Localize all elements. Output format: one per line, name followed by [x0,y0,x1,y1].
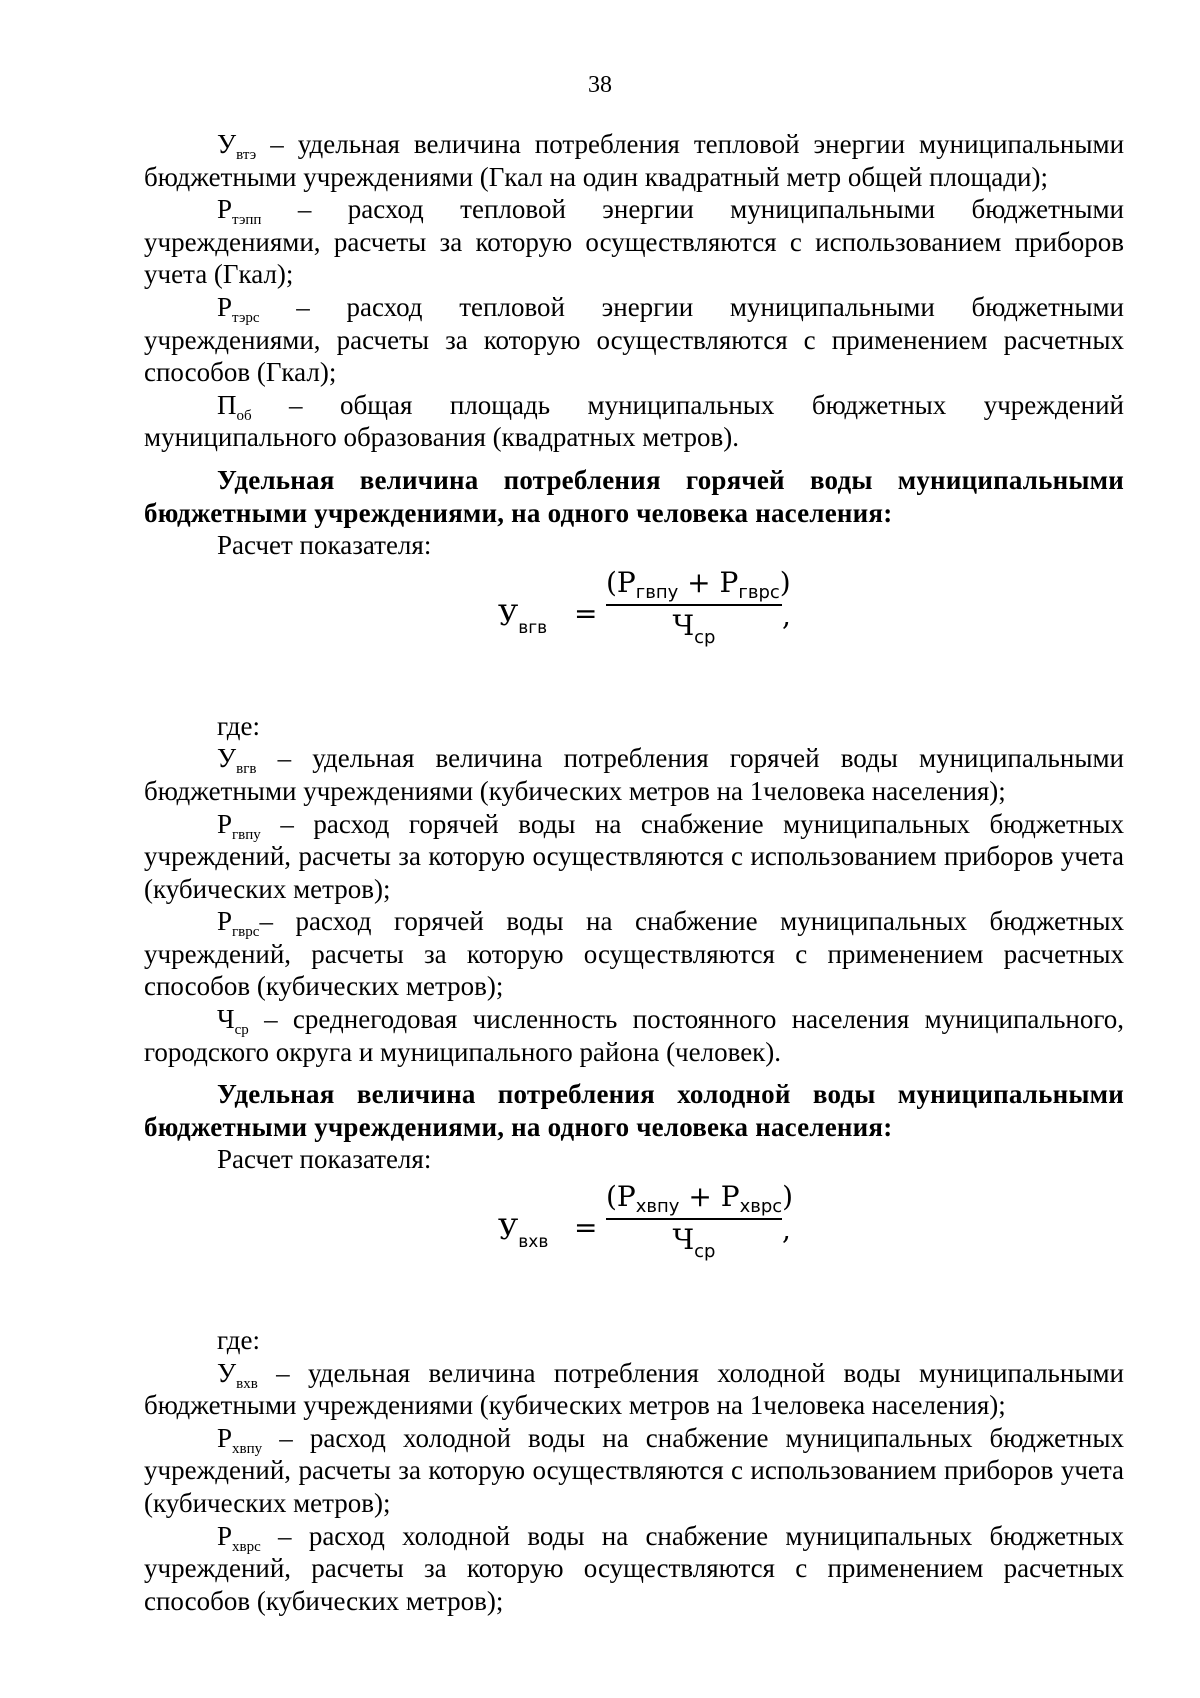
formula-lhs: $У_{вхв}$ [498,1213,549,1253]
fraction-bar [606,604,782,606]
symbol: $Р_{тэрс}$ [217,291,260,326]
formula-numerator: $(Р_{гвпу} + Р_{гврс})$ [606,565,791,603]
hot-where-label: где: [217,710,260,741]
document-body [144,128,1124,1617]
symbol: $П_{об}$ [217,389,252,424]
symbol: $Р_{тэпп}$ [217,194,262,229]
formula-numerator: $(Р_{хвпу} + Р_{хврс})$ [606,1180,794,1218]
symbol: $У_{вгв}$ [217,743,257,778]
formula-denominator: $Ч_{ср}$ [672,608,716,648]
hot-calc-label: Расчет показателя: [217,530,432,561]
formula-denominator: $Ч_{ср}$ [672,1223,716,1263]
hot-water-formula [144,562,1124,692]
formula-fraction [606,1180,794,1263]
definition-ch-sr: $Ч_{ср}$ – среднегодовая численность постоянного населения муниципального, городского округа и муниципального района (человек). [144,1004,1125,1067]
definition-r-gvrs: $Р_{гврс}-$ расход горячей воды на снабжение муниципальных бюджетных учреждений, расчеты за которую осуществляются с применением расчетных способов (кубических метров); [144,906,1125,1002]
symbol: $Р_{хвпу}$ [217,1422,263,1457]
formula-comma: , [782,598,791,632]
formula-comma: , [782,1213,791,1247]
definition-r-hvpu: $Р_{хвпу}$ – расход холодной воды на снабжение муниципальных бюджетных учреждений, расчеты за которую осуществляются с использованием приборов учета (кубических метров); [144,1422,1124,1518]
definition-r-tepp: $Р_{тэпп}$ – расход тепловой энергии муниципальными бюджетными учреждениями, расчеты за которую осуществляются с использованием приборов учета (Гкал); [144,194,1124,290]
definition-u-vhv: $У_{вхв}$ – удельная величина потребления холодной воды муниципальными бюджетными учреждениями (кубических метров на 1человека населения); [144,1357,1124,1421]
cold-water-heading: Удельная величина потребления холодной воды муниципальными бюджетными учреждениями, на одного человека населения: [144,1079,1124,1142]
fraction-bar [606,1218,782,1220]
definition-r-gvpu: $Р_{гвпу}$ – расход горячей воды на снабжение муниципальных бюджетных учреждений, расчеты за которую осуществляются с использованием приборов учета (кубических метров); [144,808,1125,904]
cold-calc-label: Расчет показателя: [217,1144,432,1175]
symbol: $Р_{гврс}$ [217,906,260,941]
definition-u-vgv: $У_{вгв}$ – удельная величина потребления горячей воды муниципальными бюджетными учреждениями (кубических метров на 1человека населения); [144,743,1124,806]
definition-p-ob: $П_{об}$ – общая площадь муниципальных бюджетных учреждений муниципального образования (квадратных метров). [144,389,1125,453]
symbol: $Р_{хврс}$ [217,1520,261,1555]
definition-u-vte: $У_{втэ}$ – удельная величина потребления тепловой энергии муниципальными бюджетными учреждениями (Гкал на один квадратный метр общей площади); [144,129,1125,192]
symbol: $Ч_{ср}$ [217,1004,249,1039]
symbol: $У_{втэ}$ [217,129,257,163]
symbol: $Р_{гвпу}$ [217,808,261,843]
page-number: 38 [588,72,612,98]
cold-where-label: где: [217,1325,260,1356]
formula-lhs: $У_{вгв}$ [498,598,548,638]
formula-fraction [606,565,791,648]
definition-r-hvrs: $Р_{хврс}$ – расход холодной воды на снабжение муниципальных бюджетных учреждений, расчеты за которую осуществляются с применением расчетных способов (кубических метров); [144,1520,1124,1616]
definition-r-ters: $Р_{тэрс}$ – расход тепловой энергии муниципальными бюджетными учреждениями, расчеты за которую осуществляются с применением расчетных способов (Гкал); [144,291,1125,388]
formula-equals: = [574,1211,598,1245]
symbol: $У_{вхв}$ [217,1357,258,1392]
cold-water-formula [144,1176,1124,1306]
formula-equals: = [574,596,598,630]
hot-water-heading: Удельная величина потребления горячей воды муниципальными бюджетными учреждениями, на одного человека населения: [144,464,1124,528]
